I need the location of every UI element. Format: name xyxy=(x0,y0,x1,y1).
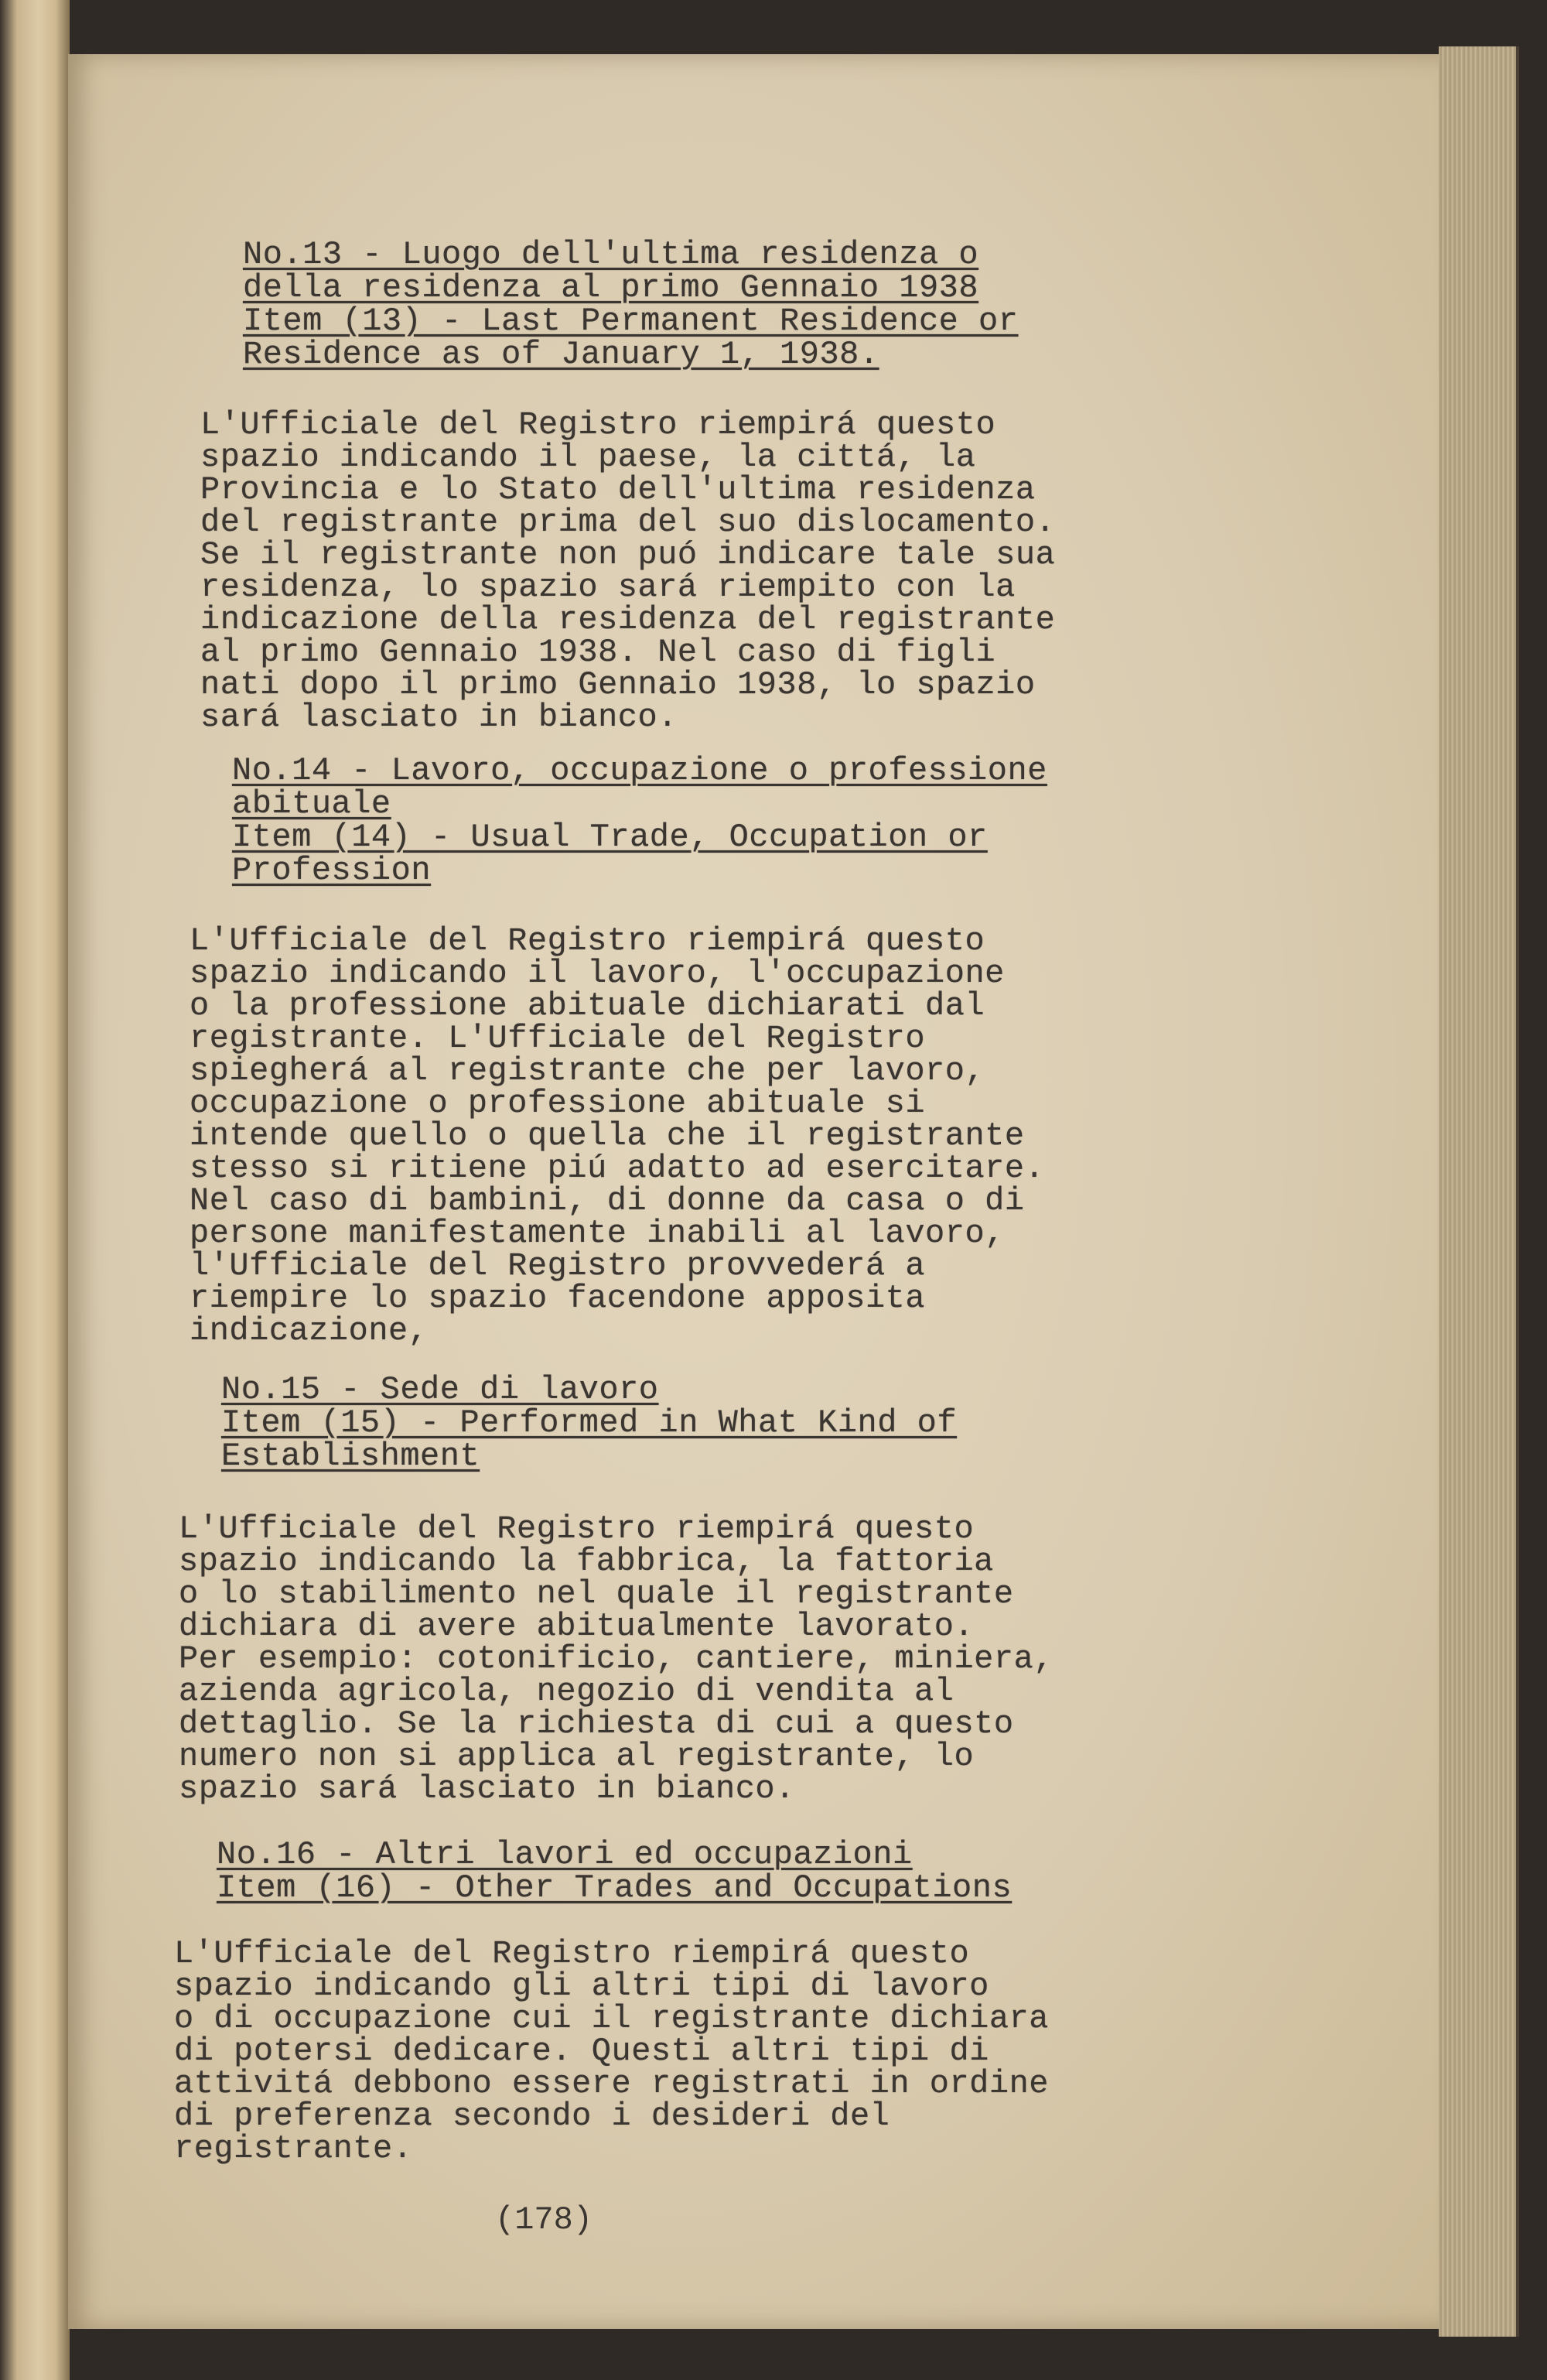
text-line: L'Ufficiale del Registro riempirá questo xyxy=(174,1935,970,1972)
text-line: nati dopo il primo Gennaio 1938, lo spazio xyxy=(200,666,1036,703)
section-14-heading xyxy=(232,754,1047,887)
left-page-edge xyxy=(0,0,70,2380)
heading-line: Item (14) - Usual Trade, Occupation or xyxy=(232,819,988,856)
section-14-body xyxy=(190,922,1045,1349)
text-line: Nel caso di bambini, di donne da casa o di xyxy=(190,1182,1025,1219)
heading-line: Item (16) - Other Trades and Occupations xyxy=(217,1869,1013,1906)
text-line: spiegherá al registrante che per lavoro, xyxy=(190,1052,985,1089)
heading-line: Profession xyxy=(232,852,432,889)
section-13-body xyxy=(200,406,1056,736)
page-stack-edges xyxy=(1439,46,1519,2337)
text-line: sará lasciato in bianco. xyxy=(200,699,678,736)
heading-line: abituale xyxy=(232,785,391,822)
text-line: o la professione abituale dichiarati dal xyxy=(190,987,985,1024)
section-16-body xyxy=(174,1937,1049,2165)
text-line: stesso si ritiene piú adatto ad esercitare. xyxy=(190,1150,1045,1187)
heading-line: Item (13) - Last Permanent Residence or xyxy=(243,303,1019,340)
heading-line: No.16 - Altri lavori ed occupazioni xyxy=(217,1836,913,1873)
text-line: Se il registrante non puó indicare tale sua xyxy=(200,536,1056,573)
text-line: spazio indicando gli altri tipi di lavoro xyxy=(174,1968,989,2005)
text-line: indicazione della residenza del registrante xyxy=(200,601,1056,638)
text-line: riempire lo spazio facendone apposita xyxy=(190,1280,926,1317)
text-line: azienda agricola, negozio di vendita al xyxy=(179,1673,954,1710)
text-line: registrante. xyxy=(174,2130,413,2167)
text-line: o lo stabilimento nel quale il registrante xyxy=(179,1575,1014,1612)
text-line: di preferenza secondo i desideri del xyxy=(174,2098,890,2135)
text-line: persone manifestamente inabili al lavoro, xyxy=(190,1215,1005,1252)
section-15-heading xyxy=(221,1373,957,1473)
heading-line: No.15 - Sede di lavoro xyxy=(221,1371,659,1408)
text-line: L'Ufficiale del Registro riempirá questo xyxy=(190,922,985,959)
text-line: dichiara di avere abitualmente lavorato. xyxy=(179,1608,975,1645)
text-line: l'Ufficiale del Registro provvederá a xyxy=(190,1247,926,1284)
heading-line: No.13 - Luogo dell'ultima residenza o xyxy=(243,236,979,273)
text-line: spazio indicando il paese, la cittá, la xyxy=(200,439,976,476)
heading-line: Residence as of January 1, 1938. xyxy=(243,336,879,373)
text-line: al primo Gennaio 1938. Nel caso di figli xyxy=(200,634,996,671)
heading-line: Establishment xyxy=(221,1438,480,1475)
text-line: intende quello o quella che il registrante xyxy=(190,1117,1025,1154)
text-line: spazio sará lasciato in bianco. xyxy=(179,1770,795,1807)
text-line: del registrante prima del suo dislocamento. xyxy=(200,504,1056,541)
text-line: spazio indicando il lavoro, l'occupazione xyxy=(190,955,1005,992)
text-line: numero non si applica al registrante, lo xyxy=(179,1738,975,1775)
text-line: L'Ufficiale del Registro riempirá questo xyxy=(200,406,996,443)
text-line: o di occupazione cui il registrante dichiara xyxy=(174,2000,1049,2037)
text-line: Provincia e lo Stato dell'ultima residenza xyxy=(200,471,1036,508)
text-line: attivitá debbono essere registrati in ordine xyxy=(174,2065,1049,2102)
section-16-heading xyxy=(217,1838,1012,1905)
text-line: registrante. L'Ufficiale del Registro xyxy=(190,1020,926,1057)
heading-line: della residenza al primo Gennaio 1938 xyxy=(243,269,979,306)
section-15-body xyxy=(179,1510,1054,1807)
text-line: L'Ufficiale del Registro riempirá questo xyxy=(179,1510,975,1547)
heading-line: Item (15) - Performed in What Kind of xyxy=(221,1404,958,1441)
heading-line: No.14 - Lavoro, occupazione o professione xyxy=(232,752,1047,789)
page-number: (178) xyxy=(495,2201,593,2238)
text-line: dettaglio. Se la richiesta di cui a questo xyxy=(179,1705,1014,1742)
text-line: occupazione o professione abituale si xyxy=(190,1085,926,1122)
text-line: indicazione, xyxy=(190,1312,429,1349)
text-line: residenza, lo spazio sará riempito con la xyxy=(200,569,1016,606)
section-13-heading xyxy=(243,238,1018,371)
text-line: Per esempio: cotonificio, cantiere, miniera, xyxy=(179,1640,1054,1677)
text-line: di potersi dedicare. Questi altri tipi di xyxy=(174,2033,989,2070)
text-line: spazio indicando la fabbrica, la fattoria xyxy=(179,1543,994,1580)
